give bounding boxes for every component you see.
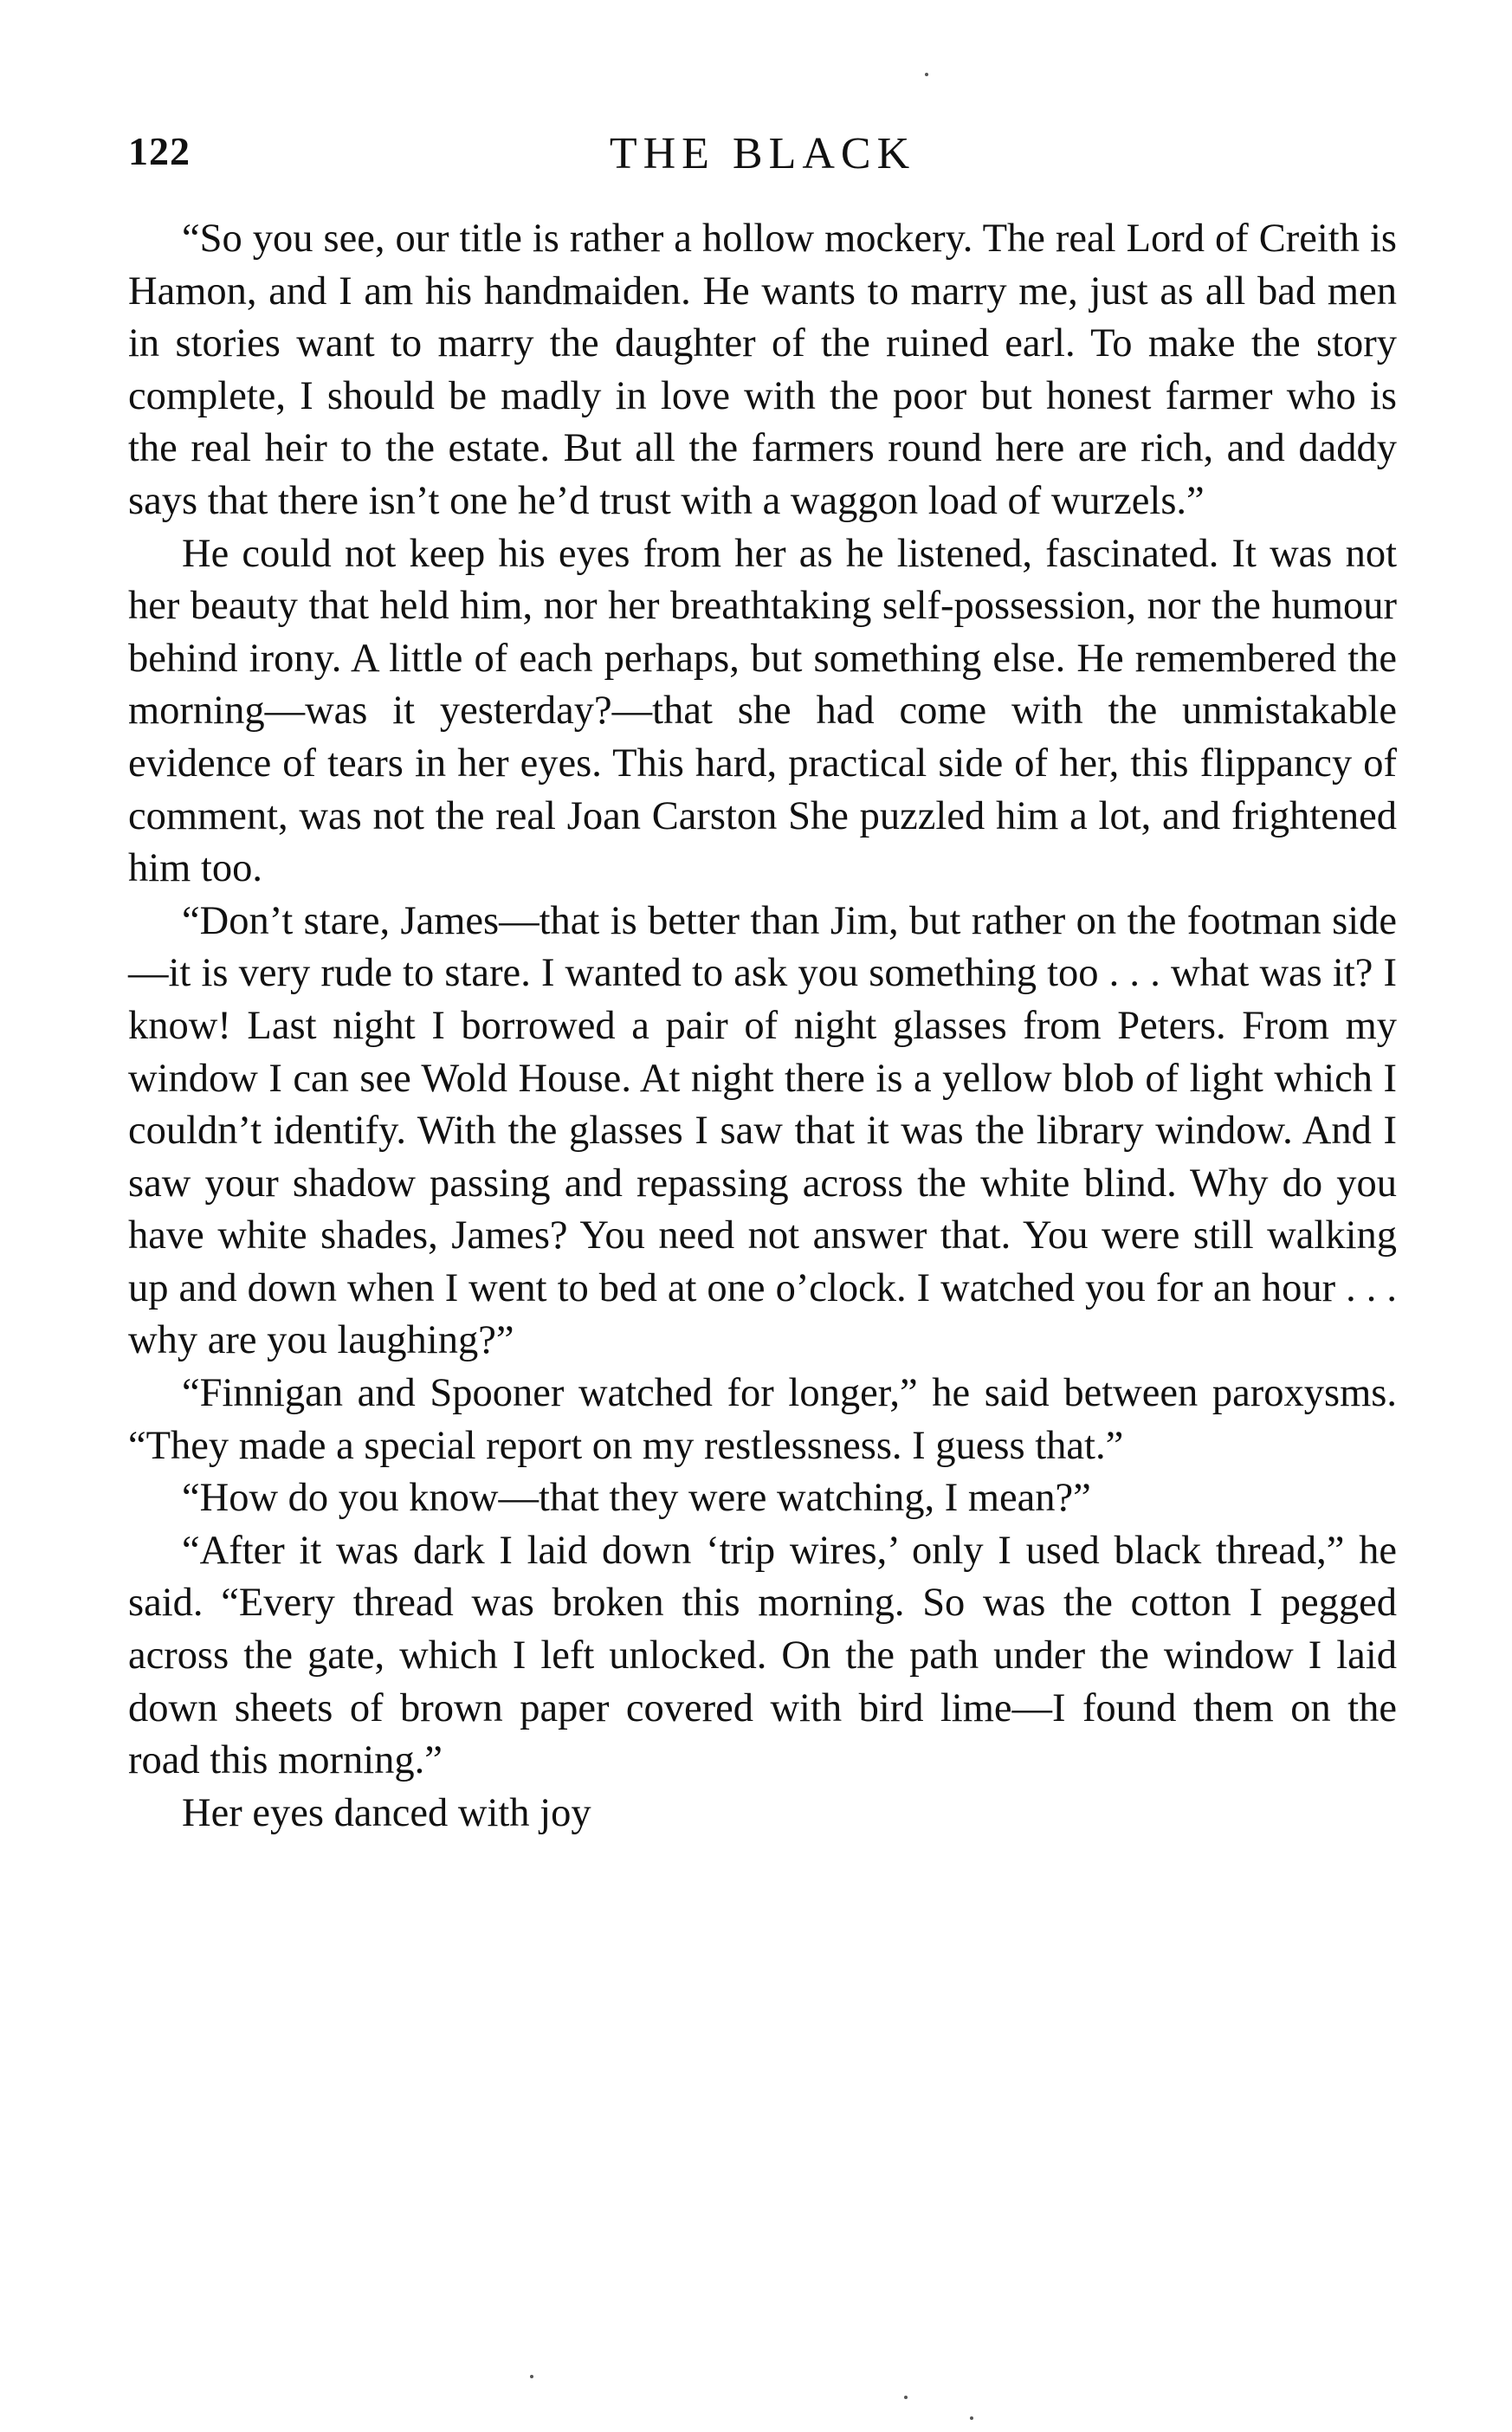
body-text [128, 213, 1397, 1840]
paragraph: He could not keep his eyes from her as he listened, fascinated. It was not her beauty that held him, nor her breathtaking self-possession, nor the humour behind irony. A little of each perhaps, but something else. He remembered the morning—was it yesterday?—that she had come with the unmistakable evidence of tears in her eyes. This hard, practical side of her, this flippancy of comment, was not the real Joan Carston She puzzled him a lot, and frightened him too. [128, 531, 1397, 891]
scan-speck [530, 2375, 533, 2378]
page-number: 122 [128, 129, 191, 173]
paragraph: “After it was dark I laid down ‘trip wires,’ only I used black thread,” he said. “Every thread was broken this morning. So was the cotton I pegged across the gate, which I left unlocked. On the path under the window I laid down sheets of brown paper covered with bird lime—I found them on the road this morning.” [128, 1528, 1397, 1783]
running-head: THE BLACK [609, 129, 916, 178]
paragraph: “So you see, our title is rather a hollow mockery. The real Lord of Creith is Hamon, and I am his handmaiden. He wants to marry me, just as all bad men in stories want to marry the daughter of the ruined earl. To make the story complete, I should be madly in love with the poor but honest farmer who is the real heir to the estate. But all the farmers round here are rich, and daddy says that there isn’t one he’d trust with a waggon load of wurzels.” [128, 217, 1397, 523]
scan-speck [970, 2416, 973, 2420]
paragraph: “Don’t stare, James—that is better than Jim, but rather on the footman side—it is very rude to stare. I wanted to ask you something too . . . what was it? I know! Last night I borrowed a pair of night glasses from Peters. From my window I can see Wold House. At night there is a yellow blob of light which I couldn’t identify. With the glasses I saw that it was the library window. And I saw your shadow passing and repassing across the white blind. Why do you have white shades, James? You need not answer that. You were still walking up and down when I went to bed at one o’clock. I watched you for an hour . . . why are you laughing?” [128, 898, 1397, 1363]
paragraph: “Finnigan and Spooner watched for longer,” he said between paroxysms. “They made a special report on my restlessness. I guess that.” [128, 1371, 1397, 1468]
page-header [128, 128, 1397, 189]
scan-speck [904, 2396, 908, 2399]
paragraph: Her eyes danced with joy [182, 1790, 591, 1835]
scan-speck [925, 73, 928, 76]
paragraph: “How do you know—that they were watching, I mean?” [182, 1476, 1091, 1521]
